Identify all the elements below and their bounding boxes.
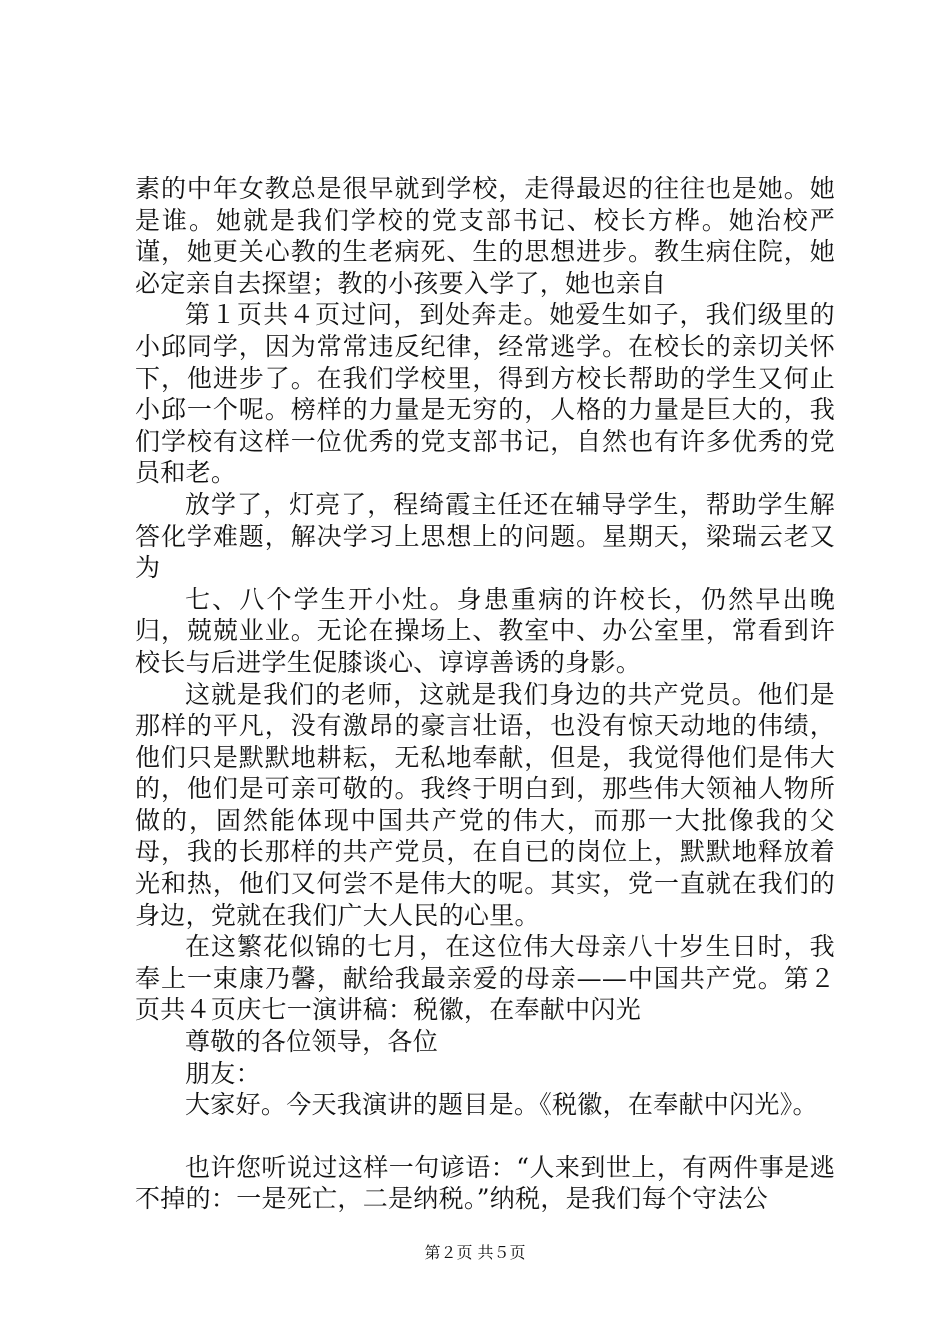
paragraph-9: 大家好。今天我演讲的题目是。《税徽，在奉献中闪光》。 xyxy=(185,1090,818,1120)
paragraph-6: 在这繁花似锦的七月，在这位伟大母亲八十岁生日时，我奉上一束康乃馨，献给我最亲爱的母亲——中国共产党。第２页共４页庆七一演讲稿：税徽，在奉献中闪光 xyxy=(135,932,835,1025)
paragraph-8: 朋友： xyxy=(185,1058,261,1088)
paragraph-5: 这就是我们的老师，这就是我们身边的共产党员。他们是那样的平凡，没有激昂的豪言壮语，也没有惊天动地的伟绩，他们只是默默地耕耘，无私地奉献，但是，我觉得他们是伟大的，他们是可亲可敬的。我终于明白到，那些伟大领袖人物所做的，固然能体现中国共产党的伟大，而那一大批像我的父母，我的长那样的共产党员，在自已的岗位上，默默地释放着光和热，他们又何尝不是伟大的呢。其实，党一直就在我们的身边，党就在我们广大人民的心里。 xyxy=(135,679,835,930)
paragraph-spacer xyxy=(135,1121,835,1152)
paragraph-1: 素的中年女教总是很早就到学校，走得最迟的往往也是她。她是谁。她就是我们学校的党支部书记、校长方桦。她治校严谨，她更关心教的生老病死、生的思想进步。教生病住院，她必定亲自去探望；教的小孩要入学了，她也亲自 xyxy=(135,174,835,298)
paragraph-10: 也许您听说过这样一句谚语：“人来到世上，有两件事是逃不掉的：一是死亡，二是纳税。”纳税，是我们每个守法公 xyxy=(135,1152,835,1214)
paragraph-4: 七、八个学生开小灶。身患重病的许校长，仍然早出晚归，兢兢业业。无论在操场上、教室中、办公室里，常看到许校长与后进学生促膝谈心、谆谆善诱的身影。 xyxy=(135,584,835,677)
body-text xyxy=(135,173,835,1215)
paragraph-3: 放学了，灯亮了，程绮霞主任还在辅导学生，帮助学生解答化学难题，解决学习上思想上的问题。星期天，梁瑞云老又为 xyxy=(135,489,835,583)
paragraph-7: 尊敬的各位领导，各位 xyxy=(185,1027,439,1057)
page-footer: 第２页 共５页 xyxy=(424,1243,526,1262)
paragraph-2: 第１页共４页过问，到处奔走。她爱生如子，我们级里的小邱同学，因为常常违反纪律，经常逃学。在校长的亲切关怀下，他进步了。在我们学校里，得到方校长帮助的学生又何止小邱一个呢。榜样的力量是无穷的，人格的力量是巨大的，我们学校有这样一位优秀的党支部书记，自然也有许多优秀的党员和老。 xyxy=(135,300,835,488)
